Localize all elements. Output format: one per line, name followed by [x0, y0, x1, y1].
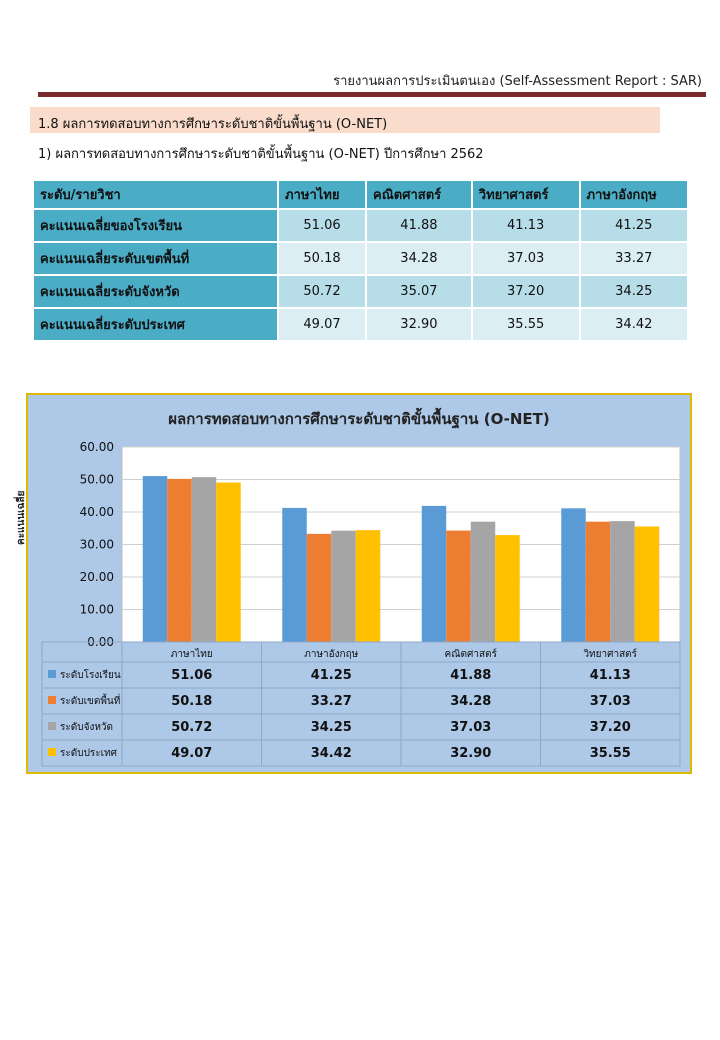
- x-category-label: วิทยาศาสตร์: [583, 649, 638, 660]
- data-table-value: 34.42: [310, 746, 352, 761]
- report-header-title: รายงานผลการประเมินตนเอง (Self-Assessment Report : SAR): [333, 74, 702, 89]
- score-cell: 51.06: [279, 210, 365, 241]
- score-cell: 33.27: [581, 243, 687, 274]
- bar: [331, 531, 356, 642]
- x-category-label: ภาษาอังกฤษ: [304, 649, 359, 660]
- data-table-value: 41.88: [450, 668, 492, 683]
- row-label: คะแนนเฉลี่ยระดับจังหวัด: [34, 276, 277, 307]
- y-tick-label: 10.00: [79, 602, 114, 617]
- bar: [471, 522, 496, 642]
- table-row: [34, 276, 687, 307]
- data-table-value: 32.90: [450, 746, 492, 761]
- legend-swatch: [48, 696, 56, 704]
- score-cell: 35.07: [367, 276, 471, 307]
- y-tick-label: 20.00: [79, 570, 114, 584]
- section-title: 1.8 ผลการทดสอบทางการศึกษาระดับชาติขั้นพื้นฐาน (O-NET): [38, 117, 388, 132]
- score-cell: 34.25: [581, 276, 687, 307]
- y-tick-label: 60.00: [79, 440, 114, 454]
- table-header-cell: วิทยาศาสตร์: [473, 181, 579, 208]
- data-table-value: 35.55: [589, 746, 631, 761]
- chart-title: ผลการทดสอบทางการศึกษาระดับชาติขั้นพื้นฐาน (O-NET): [168, 410, 550, 428]
- data-table-value: 34.25: [310, 720, 352, 735]
- score-cell: 35.55: [473, 309, 579, 340]
- bar: [216, 483, 241, 642]
- bar: [167, 479, 192, 642]
- onet-score-table: [32, 179, 689, 342]
- legend-label: ระดับเขตพื้นที่: [60, 696, 121, 707]
- data-table-value: 50.18: [171, 694, 213, 709]
- subsection-title: 1) ผลการทดสอบทางการศึกษาระดับชาติขั้นพื้นฐาน (O-NET) ปีการศึกษา 2562: [38, 147, 484, 162]
- legend-label: ระดับจังหวัด: [60, 722, 114, 733]
- data-table-value: 41.25: [310, 668, 352, 683]
- y-tick-label: 0.00: [87, 635, 114, 649]
- row-label: คะแนนเฉลี่ยระดับประเทศ: [34, 309, 277, 340]
- legend-label: ระดับโรงเรียน: [60, 670, 121, 681]
- table-row: [34, 210, 687, 241]
- score-cell: 41.13: [473, 210, 579, 241]
- table-header-cell: ภาษาไทย: [279, 181, 365, 208]
- table-header-cell: ภาษาอังกฤษ: [581, 181, 687, 208]
- score-cell: 49.07: [279, 309, 365, 340]
- bar: [192, 477, 217, 642]
- bar: [307, 534, 332, 642]
- table-header-cell: คณิตศาสตร์: [367, 181, 471, 208]
- legend-label: ระดับประเทศ: [60, 748, 118, 759]
- y-tick-label: 30.00: [79, 537, 114, 552]
- score-cell: 34.28: [367, 243, 471, 274]
- table-header-cell: ระดับ/รายวิชา: [34, 181, 277, 208]
- bar: [356, 530, 381, 642]
- data-table-value: 33.27: [310, 694, 352, 709]
- y-tick-label: 50.00: [79, 472, 114, 487]
- header-rule: [38, 92, 706, 97]
- table-row: [34, 243, 687, 274]
- score-cell: 37.20: [473, 276, 579, 307]
- row-label: คะแนนเฉลี่ยของโรงเรียน: [34, 210, 277, 241]
- score-cell: 50.72: [279, 276, 365, 307]
- data-table-value: 50.72: [171, 720, 213, 735]
- bar: [586, 522, 611, 642]
- bar: [446, 531, 471, 642]
- bar: [422, 506, 447, 642]
- score-cell: 50.18: [279, 243, 365, 274]
- data-table-value: 49.07: [171, 746, 213, 761]
- data-table-value: 37.20: [589, 720, 631, 735]
- data-table-value: 37.03: [450, 720, 492, 735]
- bar: [635, 526, 660, 642]
- score-cell: 32.90: [367, 309, 471, 340]
- bar-chart: [26, 393, 692, 774]
- data-table-value: 51.06: [171, 668, 213, 683]
- bar: [143, 476, 168, 642]
- table-header-row: [34, 181, 687, 208]
- bar: [610, 521, 635, 642]
- data-table-value: 41.13: [589, 668, 631, 683]
- legend-swatch: [48, 722, 56, 730]
- score-cell: 37.03: [473, 243, 579, 274]
- score-cell: 34.42: [581, 309, 687, 340]
- data-table-value: 37.03: [589, 694, 631, 709]
- x-category-label: ภาษาไทย: [170, 649, 213, 660]
- x-category-label: คณิตศาสตร์: [444, 649, 497, 660]
- score-cell: 41.25: [581, 210, 687, 241]
- legend-swatch: [48, 748, 56, 756]
- y-tick-label: 40.00: [79, 505, 114, 519]
- bar: [282, 508, 307, 642]
- data-table-value: 34.28: [450, 694, 492, 709]
- data-table-frame: [42, 642, 680, 766]
- chart-y-axis-label: คะแนนเฉลี่ย: [16, 490, 27, 545]
- bar: [495, 535, 520, 642]
- legend-swatch: [48, 670, 56, 678]
- row-label: คะแนนเฉลี่ยระดับเขตพื้นที่: [34, 243, 277, 274]
- bar: [561, 508, 586, 642]
- score-cell: 41.88: [367, 210, 471, 241]
- table-row: [34, 309, 687, 340]
